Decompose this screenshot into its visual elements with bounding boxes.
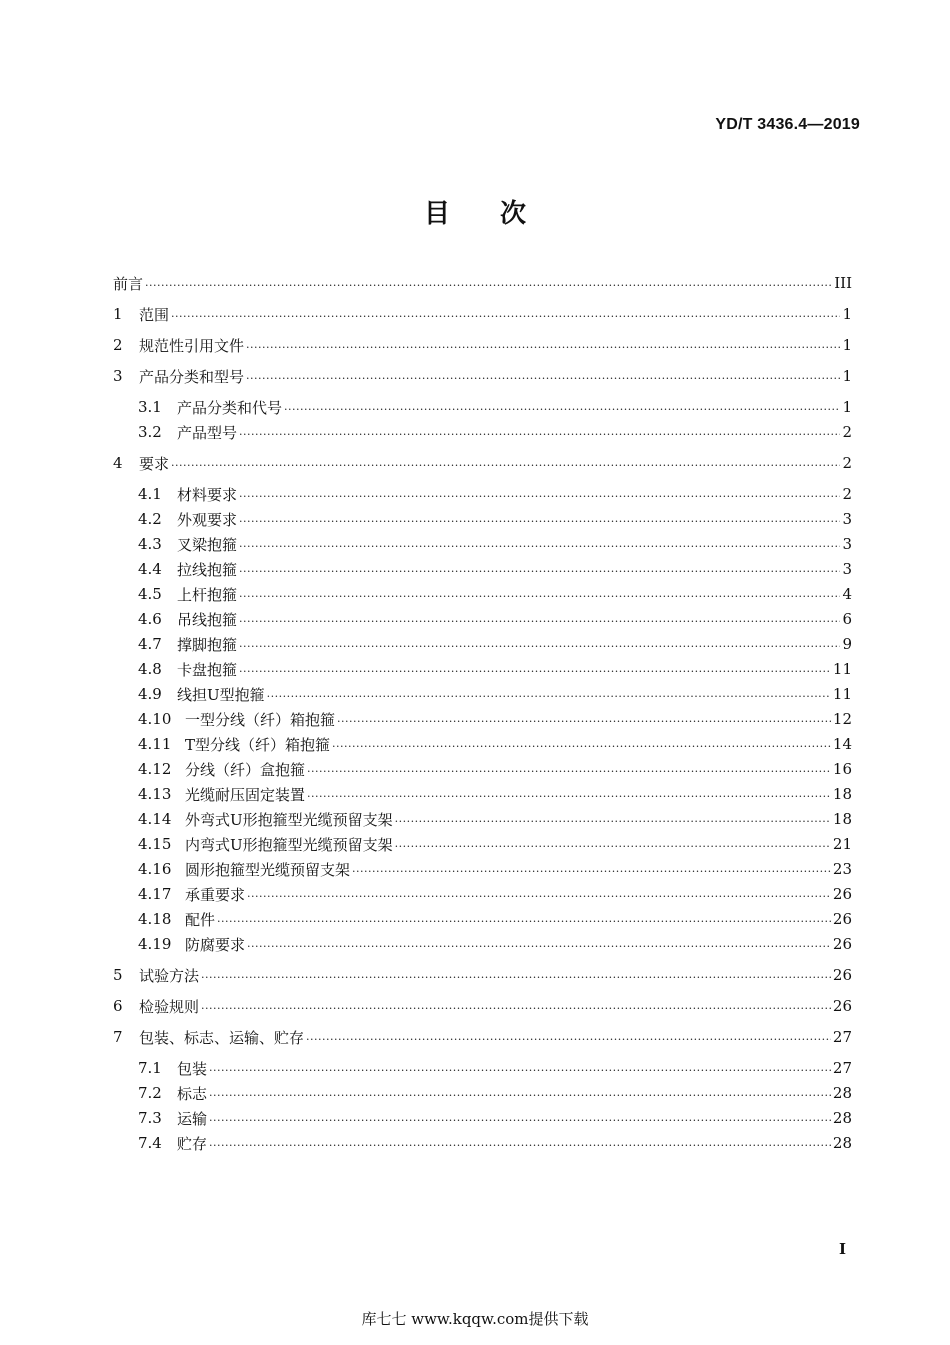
toc-entry-title: 规范性引用文件 — [139, 336, 245, 355]
toc-entry-title: 内弯式U形抱箍型光缆预留支架 — [185, 835, 393, 854]
toc-entry[interactable] — [113, 533, 852, 555]
toc-entry-title: 光缆耐压固定装置 — [185, 785, 306, 804]
toc-entry[interactable] — [113, 452, 852, 474]
toc-entry-number: 4.8 — [138, 660, 162, 678]
toc-entry-page: 3 — [842, 510, 852, 528]
toc-entry[interactable] — [113, 272, 852, 294]
toc-entry-page: 2 — [842, 454, 852, 472]
toc-leader-dots — [239, 658, 831, 680]
toc-entry[interactable] — [113, 708, 852, 730]
toc-entry-number: 4.1 — [138, 485, 162, 503]
toc-entry-title: 检验规则 — [139, 997, 200, 1016]
toc-leader-dots — [239, 508, 840, 530]
toc-entry[interactable] — [113, 1132, 852, 1154]
toc-entry[interactable] — [113, 964, 852, 986]
toc-leader-dots — [171, 303, 840, 325]
toc-entry[interactable] — [113, 833, 852, 855]
toc-entry[interactable] — [113, 658, 852, 680]
toc-entry-number: 4.17 — [138, 885, 172, 903]
toc-entry-page: 11 — [832, 660, 852, 678]
toc-entry[interactable] — [113, 1082, 852, 1104]
toc-entry-title: 卡盘抱箍 — [177, 660, 238, 679]
toc-entry[interactable] — [113, 1026, 852, 1048]
toc-entry-title: 外观要求 — [177, 510, 238, 529]
toc-entry-number: 4.11 — [138, 735, 172, 753]
toc-leader-dots — [247, 933, 831, 955]
toc-entry[interactable] — [113, 758, 852, 780]
toc-entry[interactable] — [113, 783, 852, 805]
toc-entry[interactable] — [113, 933, 852, 955]
toc-entry-number: 4.3 — [138, 535, 162, 553]
toc-entry-title: 配件 — [185, 910, 216, 929]
toc-entry-page: 1 — [842, 398, 852, 416]
toc-entry-page: 27 — [832, 1059, 852, 1077]
toc-entry-page: 26 — [832, 997, 852, 1015]
toc-leader-dots — [267, 683, 831, 705]
toc-entry-page: III — [834, 274, 852, 292]
toc-entry-number: 4.6 — [138, 610, 162, 628]
toc-entry-number: 4.12 — [138, 760, 172, 778]
toc-entry-page: 18 — [832, 810, 852, 828]
toc-entry-title: 分线（纤）盒抱箍 — [185, 760, 306, 779]
toc-leader-dots — [201, 995, 831, 1017]
toc-entry-number: 4 — [113, 454, 123, 472]
toc-entry-title: 产品分类和型号 — [139, 367, 245, 386]
toc-entry-number: 4.2 — [138, 510, 162, 528]
toc-entry-number: 4.10 — [138, 710, 172, 728]
toc-leader-dots — [209, 1082, 831, 1104]
toc-leader-dots — [246, 334, 840, 356]
toc-entry-number: 3 — [113, 367, 123, 385]
toc-entry-number: 3.1 — [138, 398, 162, 416]
footer-text: 库七七 www.kqqw.com提供下载 — [361, 1310, 589, 1328]
toc-leader-dots — [209, 1057, 831, 1079]
toc-leader-dots — [201, 964, 831, 986]
toc-entry[interactable] — [113, 883, 852, 905]
toc-entry[interactable] — [113, 733, 852, 755]
toc-entry-title: 吊线抱箍 — [177, 610, 238, 629]
toc-entry-number: 4.18 — [138, 910, 172, 928]
toc-leader-dots — [209, 1107, 831, 1129]
toc-entry-title: 一型分线（纤）箱抱箍 — [185, 710, 336, 729]
toc-entry-page: 6 — [842, 610, 852, 628]
standard-code: YD/T 3436.4—2019 — [715, 116, 860, 133]
toc-entry-page: 2 — [842, 485, 852, 503]
toc-entry[interactable] — [113, 908, 852, 930]
toc-leader-dots — [217, 908, 831, 930]
toc-entry-title: 拉线抱箍 — [177, 560, 238, 579]
toc-entry-title: 产品型号 — [177, 423, 238, 442]
toc-entry-number: 3.2 — [138, 423, 162, 441]
toc-leader-dots — [306, 1026, 831, 1048]
toc-leader-dots — [332, 733, 831, 755]
toc-entry-title: 范围 — [139, 305, 170, 324]
toc-entry[interactable] — [113, 365, 852, 387]
toc-leader-dots — [395, 808, 831, 830]
toc-entry[interactable] — [113, 608, 852, 630]
toc-entry-number: 7.1 — [138, 1059, 162, 1077]
toc-entry[interactable] — [113, 583, 852, 605]
toc-entry-title: 运输 — [177, 1109, 208, 1128]
toc-entry[interactable] — [113, 303, 852, 325]
toc-entry-title: 承重要求 — [185, 885, 246, 904]
toc-leader-dots — [307, 783, 831, 805]
toc-entry-page: 27 — [832, 1028, 852, 1046]
toc-entry-number: 1 — [113, 305, 123, 323]
toc-entry[interactable] — [113, 1057, 852, 1079]
toc-entry-title: 前言 — [113, 274, 144, 293]
toc-entry-title: 标志 — [177, 1084, 208, 1103]
toc-entry-title: 材料要求 — [177, 485, 238, 504]
toc-entry-number: 4.9 — [138, 685, 162, 703]
toc-entry[interactable] — [113, 483, 852, 505]
toc-entry-page: 9 — [842, 635, 852, 653]
toc-entry-number: 6 — [113, 997, 123, 1015]
toc-entry-page: 1 — [842, 367, 852, 385]
toc-entry[interactable] — [113, 508, 852, 530]
toc-entry-page: 3 — [842, 560, 852, 578]
toc-entry-title: 包装 — [177, 1059, 208, 1078]
toc-entry[interactable] — [113, 396, 852, 418]
page-number: I — [838, 1240, 846, 1258]
page-title: 目次 — [423, 199, 576, 229]
toc-entry-title: 防腐要求 — [185, 935, 246, 954]
toc-entry-number: 4.15 — [138, 835, 172, 853]
toc-leader-dots — [352, 858, 831, 880]
toc-leader-dots — [209, 1132, 831, 1154]
toc-entry-title: 外弯式U形抱箍型光缆预留支架 — [185, 810, 393, 829]
toc-entry-number: 4.19 — [138, 935, 172, 953]
toc-entry-number: 7.3 — [138, 1109, 162, 1127]
toc-entry-title: 贮存 — [177, 1134, 208, 1153]
toc-entry[interactable] — [113, 334, 852, 356]
toc-entry-number: 2 — [113, 336, 123, 354]
toc-entry-number: 7 — [113, 1028, 123, 1046]
toc-leader-dots — [307, 758, 831, 780]
toc-entry[interactable] — [113, 808, 852, 830]
toc-entry[interactable] — [113, 633, 852, 655]
toc-entry-page: 14 — [832, 735, 852, 753]
toc-entry-page: 28 — [832, 1109, 852, 1127]
toc-leader-dots — [239, 608, 840, 630]
toc-entry-title: 叉梁抱箍 — [177, 535, 238, 554]
toc-entry-number: 4.7 — [138, 635, 162, 653]
toc-entry-page: 23 — [832, 860, 852, 878]
toc-entry-page: 11 — [832, 685, 852, 703]
toc-entry-title: 包装、标志、运输、贮存 — [139, 1028, 305, 1047]
toc-entry-page: 26 — [832, 966, 852, 984]
toc-leader-dots — [337, 708, 831, 730]
toc-leader-dots — [284, 396, 840, 418]
toc-entry-title: 圆形抱箍型光缆预留支架 — [185, 860, 351, 879]
toc-entry-number: 4.14 — [138, 810, 172, 828]
toc-leader-dots — [247, 883, 831, 905]
toc-entry-page: 26 — [832, 910, 852, 928]
toc-entry-page: 12 — [832, 710, 852, 728]
toc-leader-dots — [239, 421, 840, 443]
toc-leader-dots — [171, 452, 840, 474]
toc-entry[interactable] — [113, 995, 852, 1017]
toc-entry-title: T型分线（纤）箱抱箍 — [185, 735, 331, 754]
toc-entry-title: 试验方法 — [139, 966, 200, 985]
toc-entry-number: 7.2 — [138, 1084, 162, 1102]
toc-entry-number: 7.4 — [138, 1134, 162, 1152]
toc-leader-dots — [395, 833, 831, 855]
toc-entry-number: 4.4 — [138, 560, 162, 578]
toc-entry-number: 5 — [113, 966, 123, 984]
toc-entry-page: 26 — [832, 935, 852, 953]
toc-entry-number: 4.16 — [138, 860, 172, 878]
toc-entry-page: 1 — [842, 336, 852, 354]
toc-entry-page: 28 — [832, 1134, 852, 1152]
toc-entry[interactable] — [113, 558, 852, 580]
toc-entry-page: 26 — [832, 885, 852, 903]
toc-entry-title: 撑脚抱箍 — [177, 635, 238, 654]
toc-entry-number: 4.13 — [138, 785, 172, 803]
toc-entry-title: 要求 — [139, 454, 170, 473]
toc-entry[interactable] — [113, 858, 852, 880]
toc-leader-dots — [239, 633, 840, 655]
toc-entry[interactable] — [113, 421, 852, 443]
toc-entry-title: 线担U型抱箍 — [177, 685, 265, 704]
toc-entry-page: 3 — [842, 535, 852, 553]
toc-leader-dots — [145, 272, 832, 294]
toc-entry[interactable] — [113, 1107, 852, 1129]
toc-entry-page: 2 — [842, 423, 852, 441]
toc-entry-page: 1 — [842, 305, 852, 323]
toc-leader-dots — [239, 483, 840, 505]
toc-leader-dots — [239, 533, 840, 555]
toc-entry-number: 4.5 — [138, 585, 162, 603]
toc-entry-page: 4 — [842, 585, 852, 603]
toc-entry-page: 28 — [832, 1084, 852, 1102]
toc-entry[interactable] — [113, 683, 852, 705]
toc-entry-page: 18 — [832, 785, 852, 803]
toc-entry-page: 16 — [832, 760, 852, 778]
toc-leader-dots — [239, 583, 840, 605]
toc-entry-title: 上杆抱箍 — [177, 585, 238, 604]
toc-leader-dots — [239, 558, 840, 580]
toc-entry-title: 产品分类和代号 — [177, 398, 283, 417]
toc-leader-dots — [246, 365, 840, 387]
toc-entry-page: 21 — [832, 835, 852, 853]
